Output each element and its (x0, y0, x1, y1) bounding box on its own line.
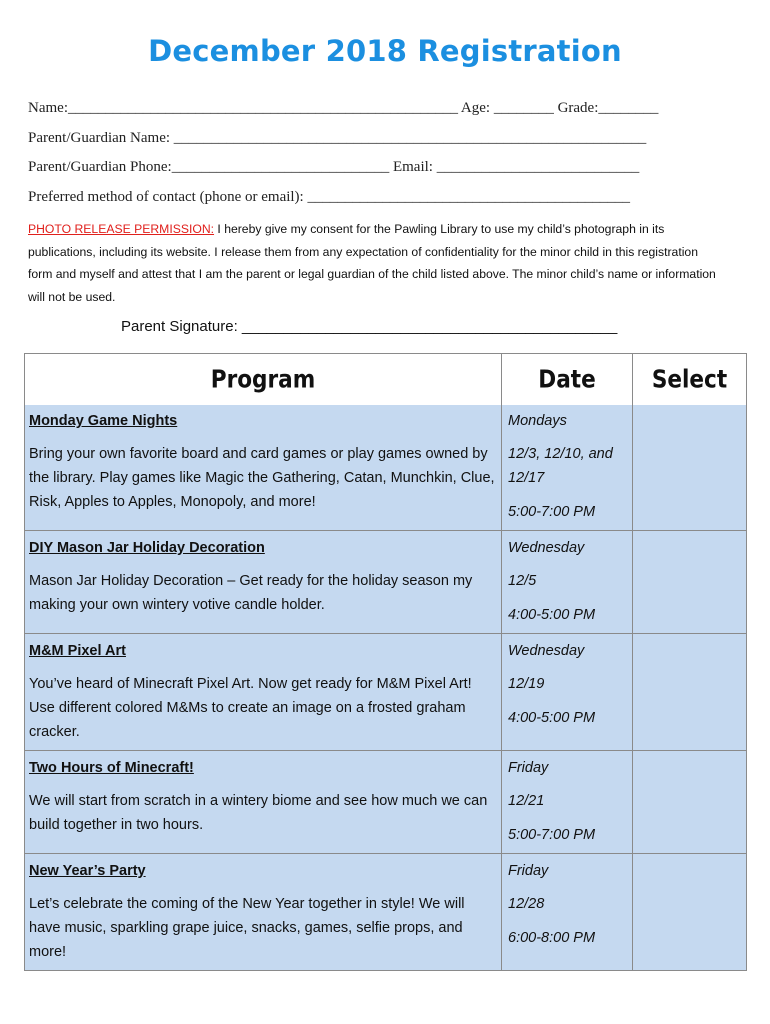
program-dates: 12/3, 12/10, and 12/17 (508, 446, 613, 486)
parent-signature-line[interactable]: Parent Signature: _____________________________________________ (121, 318, 618, 335)
program-dates: 12/19 (508, 676, 545, 692)
program-cell (25, 531, 502, 634)
program-day: Friday (508, 863, 549, 879)
program-cell (25, 751, 502, 854)
name-age-grade-line[interactable]: Name:____________________________________________________ Age: ________ Grade:________ (28, 100, 659, 116)
photo-release-text: I hereby give my consent for the Pawling Library to use my child’s photograph in its publications, including its website. I release them from any expectation of confidentiality for the minor child in this registration form and myself and attest that I am the parent or legal guardian of the child listed above. The minor child’s name or information will not be used. (28, 222, 716, 304)
select-cell[interactable] (633, 751, 747, 854)
program-dates: 12/21 (508, 793, 545, 809)
select-cell[interactable] (633, 634, 747, 751)
program-time: 4:00-5:00 PM (508, 607, 596, 623)
program-name: Monday Game Nights (29, 413, 178, 429)
program-row (25, 751, 747, 854)
header-select: Select (633, 352, 747, 405)
program-description: We will start from scratch in a wintery biome and see how much we can build together in two hours. (29, 793, 488, 833)
table-header-row (25, 354, 747, 404)
program-name: Two Hours of Minecraft! (29, 760, 194, 776)
page-title: December 2018 Registration (148, 34, 622, 68)
program-time: 6:00-8:00 PM (508, 930, 596, 946)
program-row (25, 854, 747, 971)
date-cell (502, 854, 633, 971)
date-cell (502, 404, 633, 531)
date-cell (502, 634, 633, 751)
program-cell (25, 404, 502, 531)
contact-method-line[interactable]: Preferred method of contact (phone or email): ___________________________________________ (28, 189, 630, 205)
program-row (25, 404, 747, 531)
program-dates: 12/28 (508, 896, 545, 912)
select-cell[interactable] (633, 854, 747, 971)
date-cell (502, 751, 633, 854)
program-description: Mason Jar Holiday Decoration – Get ready for the holiday season my making your own wintery votive candle holder. (29, 573, 473, 613)
program-description: Bring your own favorite board and card games or play games owned by the library. Play games like Magic the Gathering, Catan, Munchkin, Clue, Risk, Apples to Apples, Monopoly, and more! (29, 446, 495, 510)
program-name: M&M Pixel Art (29, 643, 126, 659)
program-time: 5:00-7:00 PM (508, 827, 596, 843)
program-time: 5:00-7:00 PM (508, 504, 596, 520)
date-cell (502, 531, 633, 634)
program-day: Wednesday (508, 643, 585, 659)
photo-release-label: PHOTO RELEASE PERMISSION: (28, 222, 215, 236)
header-date: Date (502, 352, 633, 405)
program-day: Mondays (508, 413, 567, 429)
program-name: New Year’s Party (29, 863, 146, 879)
select-cell[interactable] (633, 531, 747, 634)
program-time: 4:00-5:00 PM (508, 710, 596, 726)
program-dates: 12/5 (508, 573, 537, 589)
program-description: You’ve heard of Minecraft Pixel Art. Now get ready for M&M Pixel Art! Use different colored M&Ms to create an image on a frosted graham cracker. (29, 676, 472, 740)
photo-release-paragraph (28, 218, 718, 308)
program-cell (25, 634, 502, 751)
program-cell (25, 854, 502, 971)
program-row (25, 634, 747, 751)
program-day: Friday (508, 760, 549, 776)
guardian-phone-email-line[interactable]: Parent/Guardian Phone:_____________________________ Email: ___________________________ (28, 159, 640, 175)
select-cell[interactable] (633, 404, 747, 531)
program-row (25, 531, 747, 634)
program-day: Wednesday (508, 540, 585, 556)
guardian-name-line[interactable]: Parent/Guardian Name: _______________________________________________________________ (28, 130, 647, 146)
program-description: Let’s celebrate the coming of the New Year together in style! We will have music, sparkling grape juice, snacks, games, selfie props, and more! (29, 896, 465, 960)
program-name: DIY Mason Jar Holiday Decoration (29, 540, 265, 556)
header-program: Program (25, 352, 502, 405)
program-table (24, 353, 747, 971)
